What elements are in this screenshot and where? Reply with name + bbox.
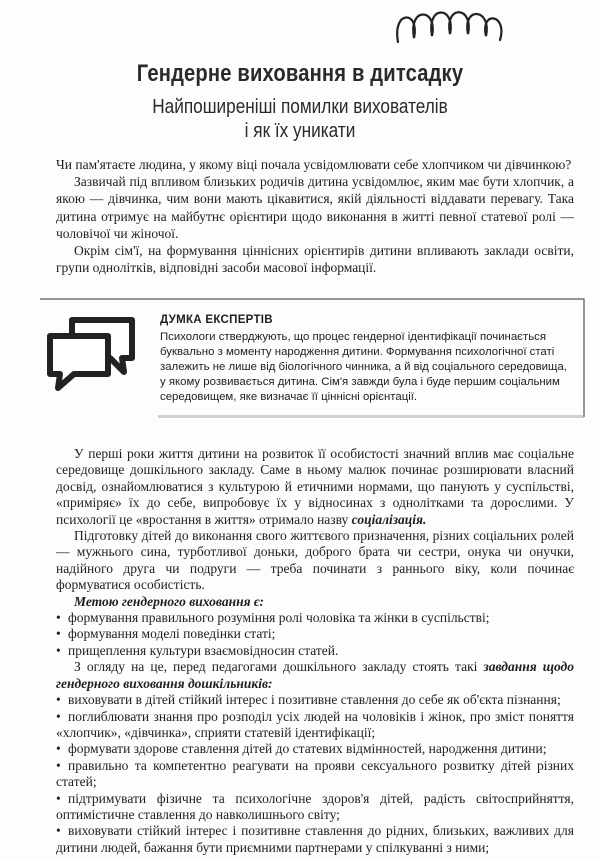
intro-question: Чи пам'ятаєте людина, у якому віці почала усвідомлювати себе хлопчиком чи дівчинкою?	[56, 157, 572, 172]
subtitle-line-1: Найпоширеніші помилки вихователів	[152, 96, 448, 118]
decorative-scribble	[0, 0, 600, 60]
intro-paragraph-2: Зазвичай під впливом близьких родичів дитина усвідомлює, яким має бути хлопчик, а якою — дівчинка, чим вони мають цікавитися, якій діяльності віддавати перевагу. Така дитина отримує на майбутнє орієнтири щодо виконання в житті певної статевої ролі — чоловічої чи жіночої.	[56, 174, 574, 241]
page-title: Гендерне виховання в дитсадку	[136, 60, 464, 87]
list-item: • формування моделі поведінки статі;	[56, 626, 276, 642]
tasks-list	[56, 692, 574, 856]
tasks-heading: завдання щодо гендерного виховання дошкільників:	[56, 659, 575, 691]
list-item: • поглиблювати знання про розподіл усіх людей на чоловіків і жінок, про зміст поняття «хлопчик», «дівчинка», сприяти статевій ідентифікації;	[56, 708, 574, 740]
list-item: • формування правильного розуміння ролі чоловіка та жінки в суспільстві;	[56, 610, 490, 626]
subtitle-line-2: і як їх уникати	[244, 120, 356, 142]
tasks-intro	[56, 659, 574, 692]
list-item: • правильно та компетентно реагувати на прояви сексуального розвитку дітей різних статей;	[56, 757, 574, 790]
main-paragraph-1	[56, 446, 574, 528]
list-item: • виховувати в дітей стійкий інтерес і позитивне ставлення до себе як об'єкта пізнання;	[56, 692, 561, 708]
list-item: • виховувати стійкий інтерес і позитивне ставлення до рідних, близьких, важливих для дитини людей, бажання бути приємними партнерами у спілкуванні з ними;	[56, 823, 574, 855]
expert-text: Психологи стверджують, що процес гендерної ідентифікації починається буквально з моменту народження дитини. Формування психологічної статі залежить не лише від біологічного чинника, а й від соціального середовища, у якому розвивається дитина. Сім'я завжди була і буде першим соціальним середовищем, яке визначає її ціннісні орієнтації.	[160, 331, 567, 403]
main-paragraph-2: Підготовку дітей до виконання свого життєвого призначення, різних соціальних ролей — мужнього сина, турботливої доньки, доброго брата чи сестри, онука чи онучки, надійного друга чи подруги — треба починати з раннього віку, коли починає формуватися особистість.	[56, 528, 574, 593]
main-paragraph-1-text: У перші роки життя дитини на розвиток її особистості значний вплив має соціальне середовище дошкільного закладу. Саме в ньому малюк починає розширювати власний досвід, ознайомлюватися з культурою й етичними нормами, що панують у суспільстві, «приміряє» їх до себе, випробовує їх у відносинах з однолітками та дорослими. У психології це «вростання в життя» отримало назву	[56, 446, 574, 527]
expert-opinion-box	[38, 298, 586, 418]
tasks-lead: З огляду на це, перед педагогами дошкільного закладу стоять такі	[74, 659, 478, 675]
list-item: • формувати здорове ставлення дітей до статевих відмінностей, народження дитини;	[56, 741, 547, 757]
socialization-term: соціалізація.	[351, 511, 427, 527]
goal-heading: Метою гендерного виховання є:	[74, 593, 265, 609]
intro-section	[56, 156, 574, 276]
expert-title: ДУМКА ЕКСПЕРТІВ	[160, 314, 273, 326]
intro-paragraph-3: Окрім сім'ї, на формування ціннісних орієнтирів дитини впливають заклади освіти, групи однолітків, відповідні засоби масової інформації.	[56, 243, 574, 276]
main-section	[56, 446, 574, 856]
list-item: • прищеплення культури взаємовідносин статей.	[56, 642, 339, 658]
speech-bubbles-icon	[44, 314, 140, 394]
goals-list	[56, 610, 574, 659]
list-item: • підтримувати фізичне та психологічне здоров'я дітей, радість світосприйняття, оптимістичне ставлення до навколишнього світу;	[56, 790, 574, 822]
